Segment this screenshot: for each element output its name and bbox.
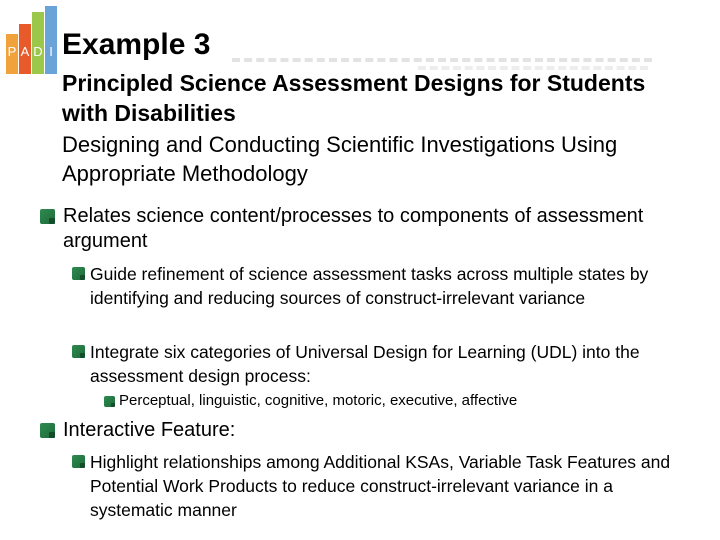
bullet-text: Interactive Feature: xyxy=(63,419,236,441)
bullet-level2 xyxy=(72,262,672,310)
bullet-text: Perceptual, linguistic, cognitive, motoric, executive, affective xyxy=(119,392,518,409)
bullet-text: Guide refinement of science assessment tasks across multiple states by identifying and reducing sources of construct-irrelevant variance xyxy=(90,264,649,308)
checkbox-bullet-icon xyxy=(104,396,115,407)
checkbox-bullet-icon xyxy=(72,455,85,468)
checkbox-bullet-icon xyxy=(40,209,55,224)
slide-subheading: Designing and Conducting Scientific Investigations Using Appropriate Methodology xyxy=(62,132,618,186)
checkbox-bullet-icon xyxy=(72,267,85,280)
bullet-text: Relates science content/processes to components of assessment argument xyxy=(63,205,644,252)
logo-bar-d xyxy=(32,12,44,74)
bullet-level3 xyxy=(104,391,644,411)
bullet-level1 xyxy=(40,204,680,254)
bullet-level2 xyxy=(72,450,672,522)
title-decoration-rule xyxy=(232,58,652,62)
checkbox-bullet-icon xyxy=(72,345,85,358)
checkbox-bullet-icon xyxy=(40,423,55,438)
bullet-text: Integrate six categories of Universal Design for Learning (UDL) into the assessment design process: xyxy=(90,342,640,386)
padi-logo xyxy=(4,4,60,76)
bullet-level1 xyxy=(40,418,680,443)
bullet-text: Highlight relationships among Additional KSAs, Variable Task Features and Potential Work Products to reduce construct-irrelevant variance in a systematic manner xyxy=(90,452,671,520)
bullet-level2 xyxy=(72,340,672,388)
logo-bar-i xyxy=(45,6,57,74)
logo-letter-i: I xyxy=(49,44,53,59)
logo-letter-d: D xyxy=(33,44,43,59)
logo-letter-a: A xyxy=(20,44,30,59)
slide-subtitle: Principled Science Assessment Designs for Students with Disabilities xyxy=(62,70,646,126)
slide-title: Example 3 xyxy=(62,28,211,61)
logo-letter-p: P xyxy=(7,44,17,59)
